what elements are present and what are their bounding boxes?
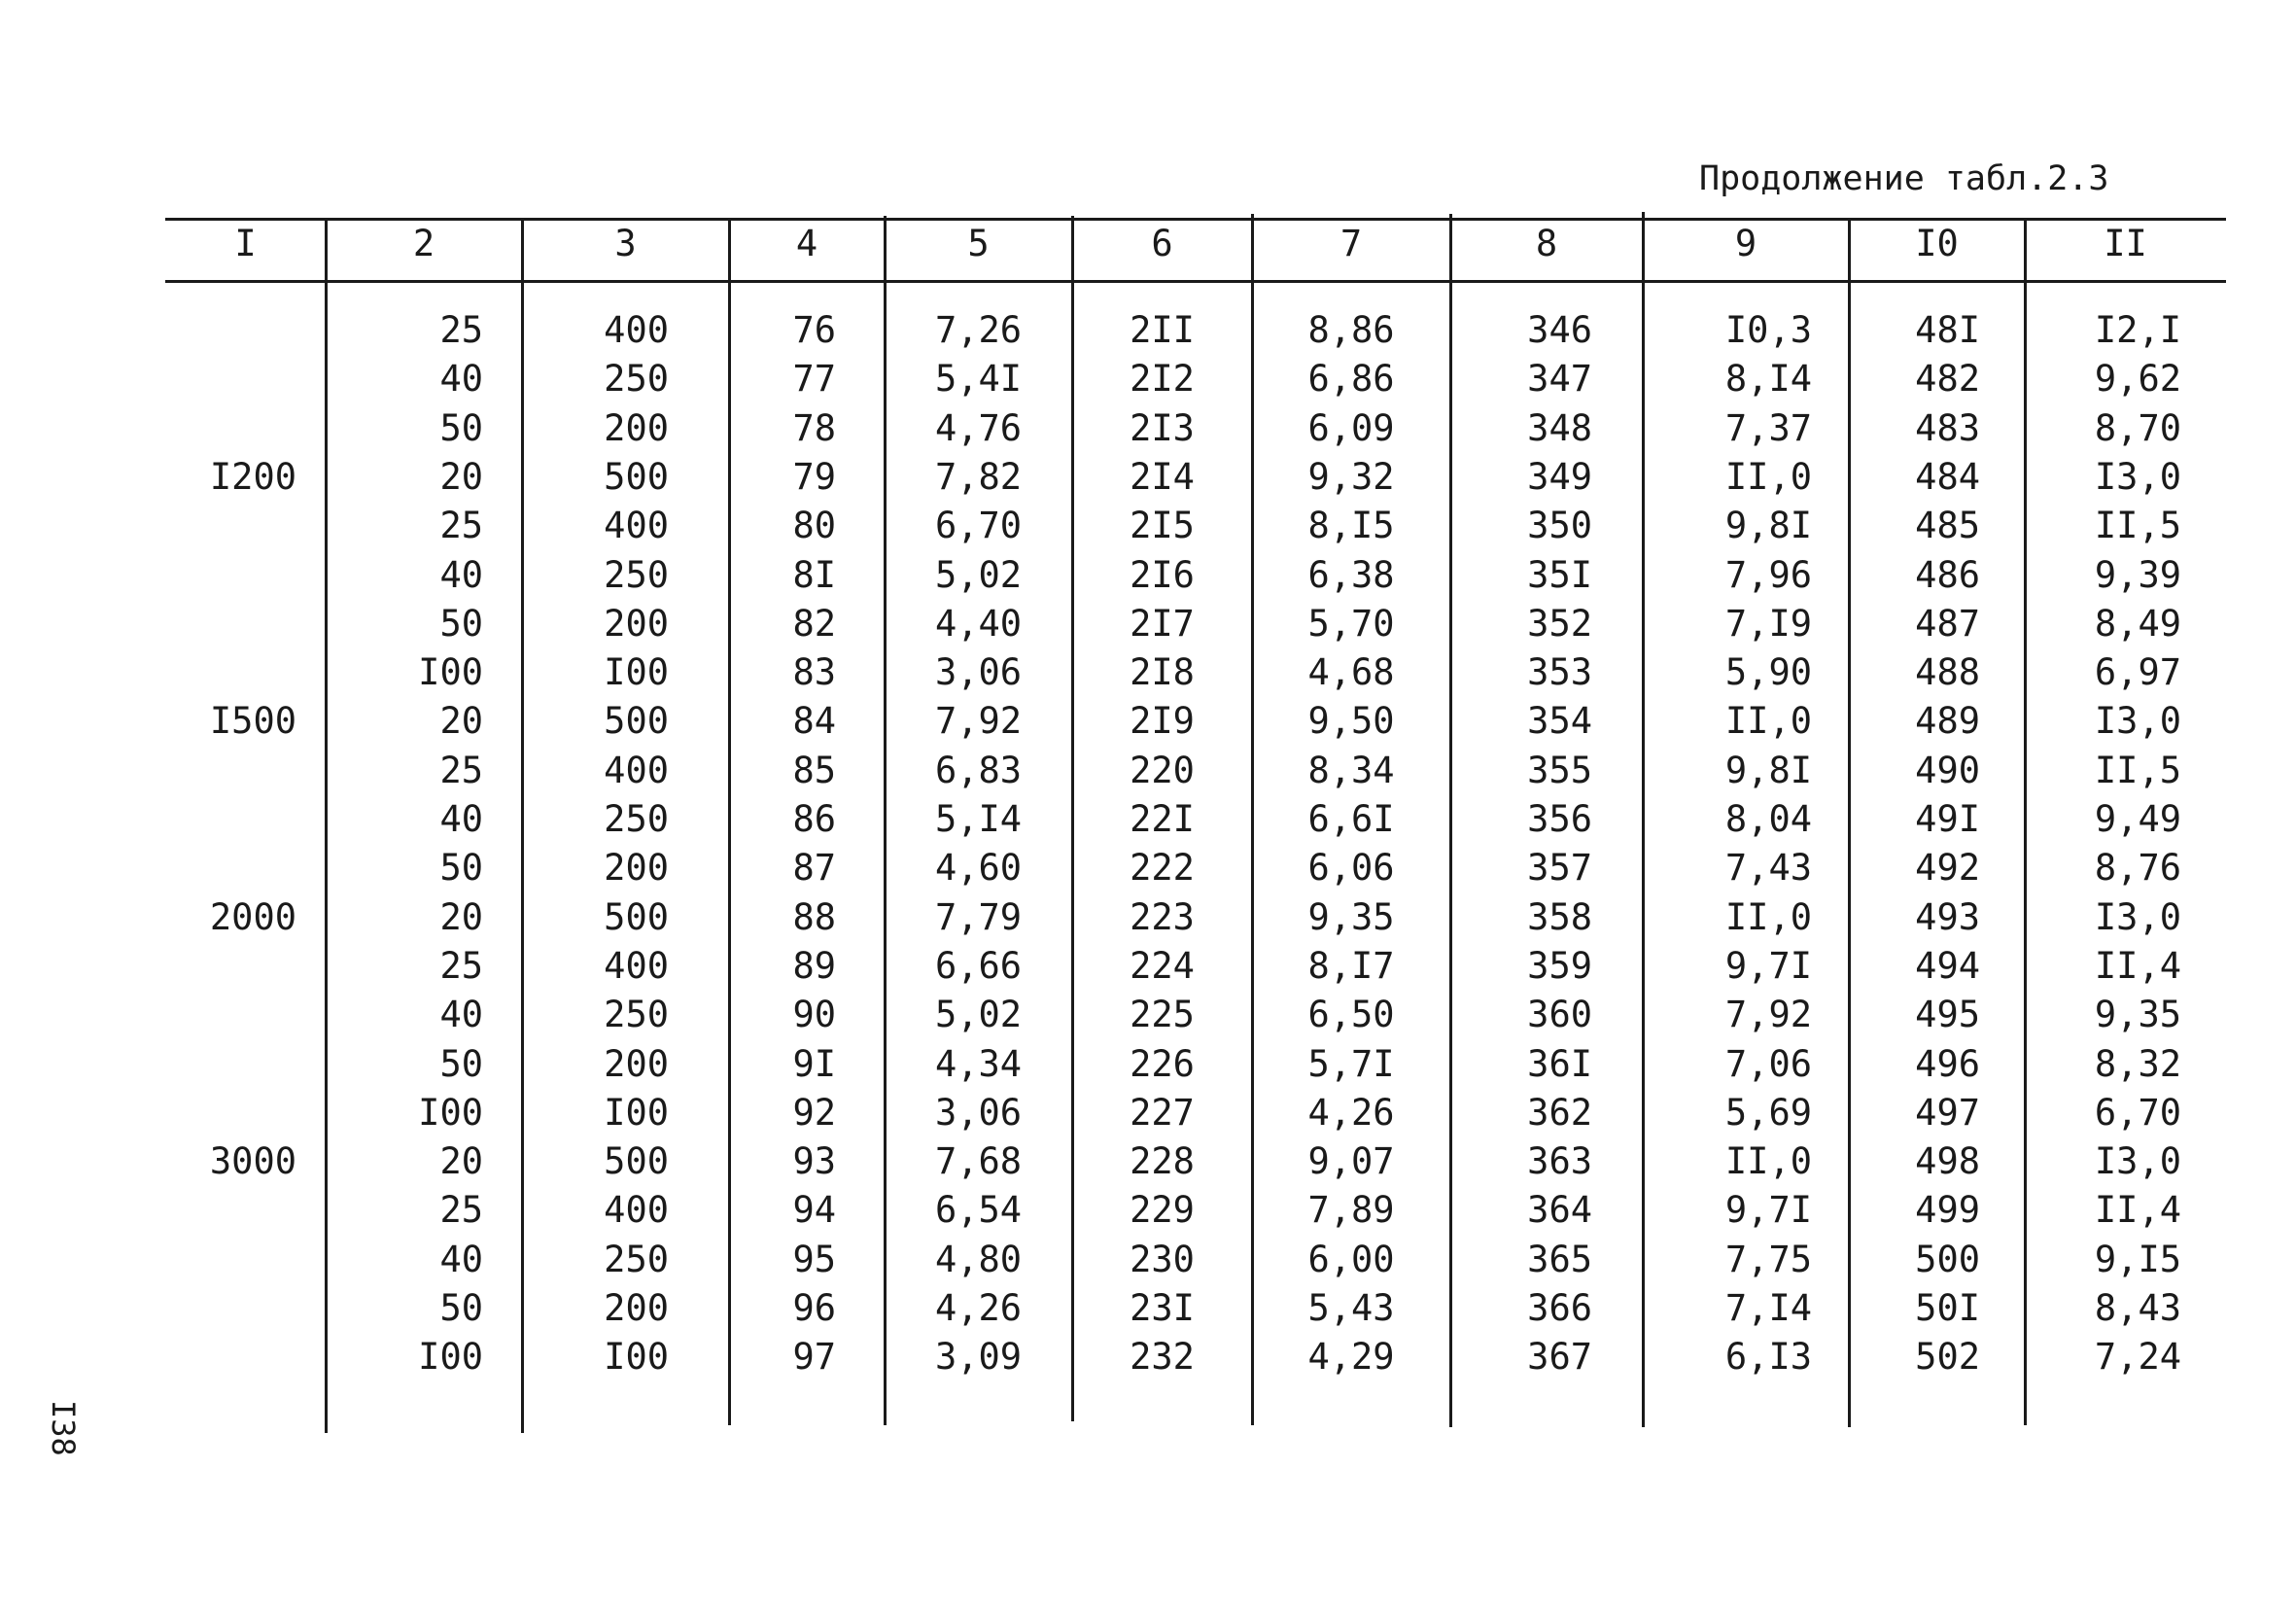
table-cell: 50	[439, 847, 483, 890]
table-cell: 40	[439, 994, 483, 1036]
table-cell: 7,I9	[1724, 602, 1812, 645]
table-cell: 4,26	[1307, 1091, 1395, 1134]
table-cell: 9,I5	[2094, 1238, 2181, 1280]
table-cell: 86	[792, 798, 836, 840]
table-cell: 7,26	[934, 309, 1023, 351]
table-cell: 7,24	[2094, 1336, 2181, 1379]
table-cell: 6,83	[934, 749, 1023, 791]
table-cell: 6,70	[934, 505, 1023, 547]
table-cell: 3,09	[934, 1336, 1023, 1379]
table-cell: 77	[792, 358, 836, 401]
table-cell: 500	[604, 895, 669, 938]
table-cell: I00	[418, 1091, 483, 1134]
table-cell: 8,49	[2094, 602, 2181, 645]
table-cell: 502	[1915, 1336, 1980, 1379]
table-cell: 352	[1527, 602, 1592, 645]
table-cell: 400	[604, 1189, 669, 1232]
table-cell: 2I2	[1130, 358, 1195, 401]
table-cell: 359	[1527, 944, 1592, 987]
table-cell: 367	[1527, 1336, 1592, 1379]
column-header: 6	[1151, 223, 1173, 264]
table-cell: 488	[1915, 651, 1980, 694]
table-cell: I3,0	[2094, 1140, 2181, 1183]
table-cell: 5,43	[1307, 1287, 1395, 1329]
table-cell: 7,89	[1307, 1189, 1395, 1232]
table-cell: 498	[1915, 1140, 1980, 1183]
table-cell: 9,62	[2094, 358, 2181, 401]
table-cell: 357	[1527, 847, 1592, 890]
table-cell: 9,7I	[1724, 944, 1812, 987]
table-cell: 6,50	[1307, 994, 1395, 1036]
table-cell: 20	[439, 455, 483, 498]
table-cell: 50I	[1915, 1287, 1980, 1329]
table-cell: 35I	[1527, 553, 1592, 596]
table-cell: 9,35	[1307, 895, 1395, 938]
table-cell: 500	[604, 700, 669, 743]
table-cell: 4,76	[934, 406, 1023, 449]
table-cell: 4,34	[934, 1042, 1023, 1085]
table-cell: 7,68	[934, 1140, 1023, 1183]
table-cell: II,4	[2094, 944, 2181, 987]
table-cell: 350	[1527, 505, 1592, 547]
table-cell: 9,50	[1307, 700, 1395, 743]
table-cell: 230	[1130, 1238, 1195, 1280]
table-cell: 496	[1915, 1042, 1980, 1085]
table-cell: 225	[1130, 994, 1195, 1036]
table-cell: 7,79	[934, 895, 1023, 938]
table-cell: I2,I	[2094, 309, 2181, 351]
table-cell: 200	[604, 406, 669, 449]
table-cell: 4,29	[1307, 1336, 1395, 1379]
table-cell: 7,92	[934, 700, 1023, 743]
table-cell: 50	[439, 1287, 483, 1329]
table-cell: 4,40	[934, 602, 1023, 645]
table-cell: 200	[604, 602, 669, 645]
column-header: 5	[967, 223, 990, 264]
table-cell: I00	[604, 651, 669, 694]
table-cell: 40	[439, 798, 483, 840]
table-cell: 6,66	[934, 944, 1023, 987]
table-cell: 9,8I	[1724, 749, 1812, 791]
table-cell: I00	[418, 651, 483, 694]
table-cell: 200	[604, 1042, 669, 1085]
table-cell: 500	[604, 1140, 669, 1183]
table-cell: 5,02	[934, 994, 1023, 1036]
table-header-rule	[165, 280, 2226, 283]
table-cell: I3,0	[2094, 700, 2181, 743]
table-cell: 40	[439, 553, 483, 596]
table-cell: I3,0	[2094, 895, 2181, 938]
column-header: 7	[1339, 223, 1363, 264]
table-cell: 4,80	[934, 1238, 1023, 1280]
table-cell: 500	[1915, 1238, 1980, 1280]
table-cell: 8,I7	[1307, 944, 1395, 987]
table-caption: Продолжение табл.2.3	[1699, 159, 2109, 198]
table-cell: 365	[1527, 1238, 1592, 1280]
table-cell: 358	[1527, 895, 1592, 938]
table-cell: 366	[1527, 1287, 1592, 1329]
table-cell: 483	[1915, 406, 1980, 449]
table-cell: 9,49	[2094, 798, 2181, 840]
table-cell: 250	[604, 553, 669, 596]
column-header: 8	[1535, 223, 1558, 264]
table-cell: 40	[439, 1238, 483, 1280]
table-cell: 6,97	[2094, 651, 2181, 694]
table-cell: 6,54	[934, 1189, 1023, 1232]
table-cell: 5,69	[1724, 1091, 1812, 1134]
table-cell: 3,06	[934, 1091, 1023, 1134]
table-cell: 497	[1915, 1091, 1980, 1134]
table-cell: 3,06	[934, 651, 1023, 694]
table-cell: 4,68	[1307, 651, 1395, 694]
table-cell: 354	[1527, 700, 1592, 743]
table-cell: 6,86	[1307, 358, 1395, 401]
table-cell: 349	[1527, 455, 1592, 498]
table-cell: 7,75	[1724, 1238, 1812, 1280]
table-cell: 5,7I	[1307, 1042, 1395, 1085]
table-cell: 2I6	[1130, 553, 1195, 596]
column-header: 4	[795, 223, 818, 264]
table-cell: 250	[604, 358, 669, 401]
table-cell: I00	[604, 1091, 669, 1134]
table-cell: 2I8	[1130, 651, 1195, 694]
table-cell: 493	[1915, 895, 1980, 938]
table-cell: 229	[1130, 1189, 1195, 1232]
table-cell: 6,38	[1307, 553, 1395, 596]
table-cell: 25	[439, 944, 483, 987]
table-cell: 6,06	[1307, 847, 1395, 890]
table-cell: II,4	[2094, 1189, 2181, 1232]
table-cell: 20	[439, 1140, 483, 1183]
row-group-label: 3000	[209, 1140, 296, 1183]
table-cell: 9,35	[2094, 994, 2181, 1036]
table-cell: 2I4	[1130, 455, 1195, 498]
table-cell: 25	[439, 1189, 483, 1232]
table-cell: 79	[792, 455, 836, 498]
table-cell: 200	[604, 1287, 669, 1329]
table-cell: 90	[792, 994, 836, 1036]
table-cell: 84	[792, 700, 836, 743]
table-cell: 400	[604, 749, 669, 791]
table-cell: 9,32	[1307, 455, 1395, 498]
table-cell: 48I	[1915, 309, 1980, 351]
table-cell: 223	[1130, 895, 1195, 938]
table-cell: 6,6I	[1307, 798, 1395, 840]
table-cell: 9,7I	[1724, 1189, 1812, 1232]
table-cell: 5,70	[1307, 602, 1395, 645]
table-cell: 8,I4	[1724, 358, 1812, 401]
table-cell: 89	[792, 944, 836, 987]
table-cell: 348	[1527, 406, 1592, 449]
table-cell: 80	[792, 505, 836, 547]
row-group-label: I500	[209, 700, 296, 743]
page-number: I38	[45, 1400, 82, 1456]
table-cell: 353	[1527, 651, 1592, 694]
table-cell: 250	[604, 798, 669, 840]
table-cell: 8,43	[2094, 1287, 2181, 1329]
table-cell: 8I	[792, 553, 836, 596]
table-cell: 346	[1527, 309, 1592, 351]
table-cell: 97	[792, 1336, 836, 1379]
column-header: 2	[412, 223, 435, 264]
table-cell: 8,86	[1307, 309, 1395, 351]
table-cell: 232	[1130, 1336, 1195, 1379]
table-cell: 95	[792, 1238, 836, 1280]
table-cell: 499	[1915, 1189, 1980, 1232]
table-cell: II,5	[2094, 505, 2181, 547]
table-cell: 484	[1915, 455, 1980, 498]
table-cell: 7,43	[1724, 847, 1812, 890]
table-cell: 2I5	[1130, 505, 1195, 547]
column-header: II	[2104, 223, 2147, 264]
table-cell: 360	[1527, 994, 1592, 1036]
table-cell: 489	[1915, 700, 1980, 743]
table-cell: 7,37	[1724, 406, 1812, 449]
table-cell: 7,96	[1724, 553, 1812, 596]
table-cell: 7,06	[1724, 1042, 1812, 1085]
table-cell: II,0	[1724, 895, 1812, 938]
table-cell: 486	[1915, 553, 1980, 596]
row-group-label: 2000	[209, 895, 296, 938]
table-cell: 96	[792, 1287, 836, 1329]
table-cell: 8,34	[1307, 749, 1395, 791]
table-cell: 8,76	[2094, 847, 2181, 890]
table-cell: 228	[1130, 1140, 1195, 1183]
column-header: 3	[614, 223, 637, 264]
table-cell: 2I7	[1130, 602, 1195, 645]
table-cell: 8,I5	[1307, 505, 1395, 547]
table-cell: 22I	[1130, 798, 1195, 840]
table-cell: I0,3	[1724, 309, 1812, 351]
table-cell: 5,4I	[934, 358, 1023, 401]
table-cell: 4,60	[934, 847, 1023, 890]
table-cell: 492	[1915, 847, 1980, 890]
table-cell: 224	[1130, 944, 1195, 987]
table-cell: 6,00	[1307, 1238, 1395, 1280]
table-cell: 495	[1915, 994, 1980, 1036]
table-cell: 494	[1915, 944, 1980, 987]
table-cell: 25	[439, 749, 483, 791]
table-cell: II,5	[2094, 749, 2181, 791]
table-cell: 400	[604, 944, 669, 987]
table-cell: 7,I4	[1724, 1287, 1812, 1329]
table-cell: 94	[792, 1189, 836, 1232]
table-cell: 5,I4	[934, 798, 1023, 840]
table-cell: 8,32	[2094, 1042, 2181, 1085]
table-cell: 20	[439, 700, 483, 743]
table-cell: 87	[792, 847, 836, 890]
table-cell: 490	[1915, 749, 1980, 791]
table-cell: 9,39	[2094, 553, 2181, 596]
table-cell: 88	[792, 895, 836, 938]
table-cell: 347	[1527, 358, 1592, 401]
table-cell: 222	[1130, 847, 1195, 890]
table-cell: 363	[1527, 1140, 1592, 1183]
table-cell: 226	[1130, 1042, 1195, 1085]
table-cell: 50	[439, 1042, 483, 1085]
table-cell: 85	[792, 749, 836, 791]
table-cell: 220	[1130, 749, 1195, 791]
table-cell: 355	[1527, 749, 1592, 791]
table-cell: 83	[792, 651, 836, 694]
table-cell: 82	[792, 602, 836, 645]
table-cell: II,0	[1724, 455, 1812, 498]
table-cell: 5,90	[1724, 651, 1812, 694]
table-cell: 93	[792, 1140, 836, 1183]
table-cell: 362	[1527, 1091, 1592, 1134]
table-cell: 92	[792, 1091, 836, 1134]
table-cell: 9,07	[1307, 1140, 1395, 1183]
table-cell: I00	[418, 1336, 483, 1379]
table-cell: 482	[1915, 358, 1980, 401]
table-cell: 364	[1527, 1189, 1592, 1232]
row-group-label: I200	[209, 455, 296, 498]
table-cell: 20	[439, 895, 483, 938]
table-cell: 5,02	[934, 553, 1023, 596]
table-cell: 487	[1915, 602, 1980, 645]
table-cell: 2I3	[1130, 406, 1195, 449]
table-cell: 400	[604, 309, 669, 351]
table-cell: 40	[439, 358, 483, 401]
table-cell: 78	[792, 406, 836, 449]
table-cell: 7,82	[934, 455, 1023, 498]
table-cell: 356	[1527, 798, 1592, 840]
table-cell: 76	[792, 309, 836, 351]
table-cell: 250	[604, 994, 669, 1036]
table-cell: 200	[604, 847, 669, 890]
table-cell: 23I	[1130, 1287, 1195, 1329]
table-cell: 8,04	[1724, 798, 1812, 840]
table-cell: 9,8I	[1724, 505, 1812, 547]
table-cell: 6,70	[2094, 1091, 2181, 1134]
table-cell: 50	[439, 602, 483, 645]
table-cell: 8,70	[2094, 406, 2181, 449]
table-cell: 227	[1130, 1091, 1195, 1134]
table-cell: 4,26	[934, 1287, 1023, 1329]
table-cell: 500	[604, 455, 669, 498]
column-header: I0	[1915, 223, 1959, 264]
column-header: I	[234, 223, 257, 264]
table-cell: 485	[1915, 505, 1980, 547]
table-cell: 9I	[792, 1042, 836, 1085]
table-cell: 25	[439, 309, 483, 351]
table-cell: I00	[604, 1336, 669, 1379]
table-cell: 50	[439, 406, 483, 449]
table-cell: II,0	[1724, 1140, 1812, 1183]
table-cell: 250	[604, 1238, 669, 1280]
table-cell: 6,09	[1307, 406, 1395, 449]
table-cell: 25	[439, 505, 483, 547]
table-cell: 7,92	[1724, 994, 1812, 1036]
table-cell: 6,I3	[1724, 1336, 1812, 1379]
column-header: 9	[1734, 223, 1757, 264]
table-cell: 49I	[1915, 798, 1980, 840]
table-cell: I3,0	[2094, 455, 2181, 498]
table-cell: 2I9	[1130, 700, 1195, 743]
table-cell: 36I	[1527, 1042, 1592, 1085]
table-cell: II,0	[1724, 700, 1812, 743]
table-cell: 2II	[1130, 309, 1195, 351]
table-cell: 400	[604, 505, 669, 547]
